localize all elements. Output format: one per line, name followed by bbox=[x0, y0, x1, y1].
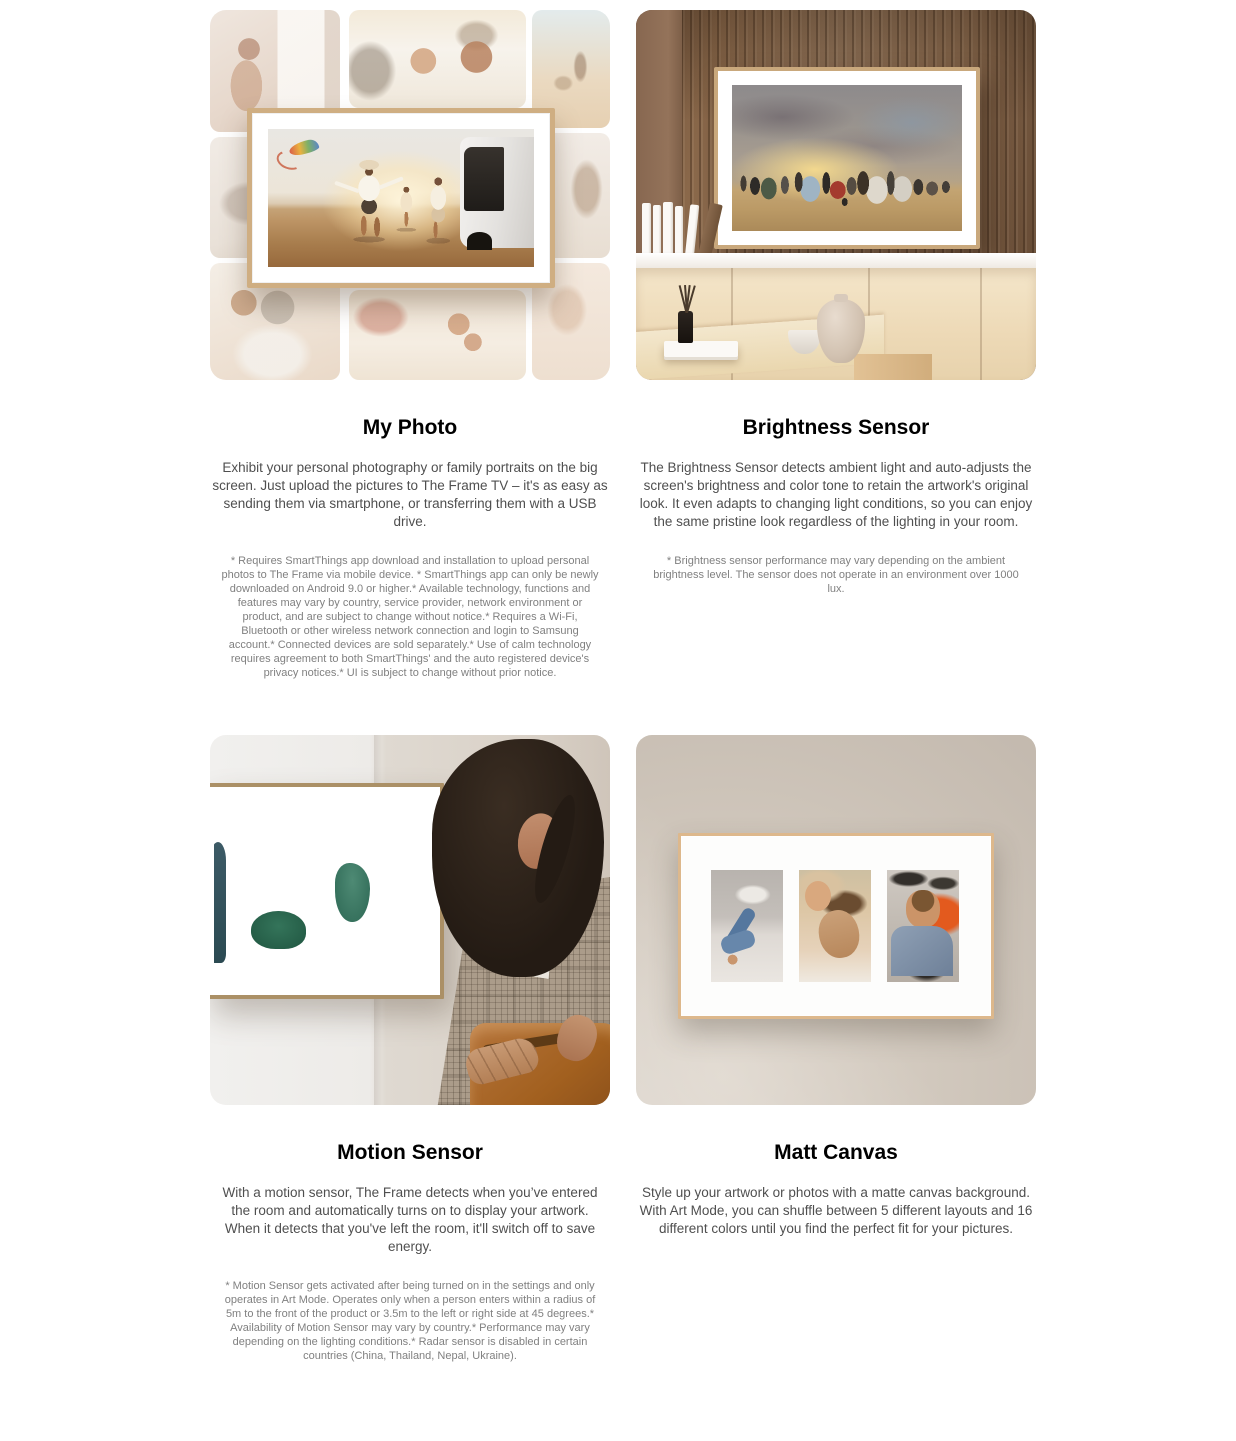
beach-family-photo bbox=[268, 129, 534, 267]
matte-photo-2 bbox=[799, 870, 871, 982]
woman-hair bbox=[432, 739, 604, 977]
painting-tree bbox=[335, 863, 370, 922]
feature-title: Motion Sensor bbox=[337, 1141, 483, 1164]
matt-canvas-image bbox=[636, 735, 1036, 1105]
painting-tree bbox=[214, 842, 226, 963]
book-spine bbox=[642, 203, 651, 255]
shelf bbox=[636, 253, 1036, 268]
feature-disclaimer: * Requires SmartThings app download and installation to upload personal photos to The Frame via mobile device. * SmartThings app can only be newly downloaded on Android 9.0 or higher.* Available technology, functions and features may vary by country, service provider, network environment or product, and are subject to change without notice.* Requires a Wi-Fi, Bluetooth or other wireless network connection and login to Samsung account.* Connected devices are sold separately.* Use of calm technology requires agreement to both SmartThings' and the auto registered device's privacy notices.* UI is subject to change without prior notice. bbox=[221, 555, 599, 679]
book-row bbox=[642, 200, 726, 255]
family-silhouettes bbox=[268, 129, 534, 267]
cabinet-seam bbox=[980, 268, 982, 380]
feature-title: Brightness Sensor bbox=[742, 416, 930, 439]
book-spine bbox=[653, 205, 661, 255]
matte-frame bbox=[678, 833, 994, 1019]
the-frame-tv bbox=[714, 67, 980, 249]
the-frame-tv bbox=[247, 108, 555, 288]
feature-disclaimer: * Brightness sensor performance may vary depending on the ambient brightness level. The sensor does not operate in an environment over 1000 lux. bbox=[653, 555, 1019, 595]
my-photo-image bbox=[210, 10, 610, 380]
painting-bush bbox=[251, 911, 305, 949]
painting-figures bbox=[732, 161, 962, 211]
reed-diffuser bbox=[678, 311, 693, 343]
pink-cloud-painting bbox=[214, 804, 422, 977]
feature-card-matt-canvas bbox=[636, 735, 1036, 1441]
feature-card-my-photo bbox=[210, 10, 610, 735]
matte-photo-3 bbox=[887, 870, 959, 982]
book-spine bbox=[685, 204, 699, 256]
book-spine bbox=[675, 206, 683, 255]
vase bbox=[817, 299, 865, 363]
collage-tile bbox=[349, 290, 526, 380]
collage-tile bbox=[349, 10, 526, 108]
book-spine bbox=[698, 202, 723, 258]
brightness-sensor-image bbox=[636, 10, 1036, 380]
motion-sensor-image bbox=[210, 735, 610, 1105]
feature-body: Exhibit your personal photography or family portraits on the big screen. Just upload the pictures to The Frame TV – it's as easy as sending them via smartphone, or transferring them with a USB drive. bbox=[212, 460, 608, 529]
beach-painting bbox=[732, 85, 962, 231]
feature-title: My Photo bbox=[362, 416, 458, 439]
feature-disclaimer: * Motion Sensor gets activated after being turned on in the settings and only operates in Art Mode. Operates only when a person enters within a radius of 5m to the front of the product or 3.5m to the left or right side at 45 degrees.* Availability of Motion Sensor may vary by country.* Performance may vary depending on the lighting conditions.* Radar sensor is disabled in certain countries (China, Thailand, Nepal, Ukraine). bbox=[224, 1280, 596, 1362]
matte-photo-1 bbox=[711, 870, 783, 982]
book-spine bbox=[663, 202, 673, 255]
book-stack bbox=[664, 341, 738, 357]
feature-card-brightness-sensor bbox=[636, 10, 1036, 735]
feature-card-motion-sensor bbox=[210, 735, 610, 1441]
woman-figure bbox=[392, 735, 610, 1105]
wood-block bbox=[854, 354, 932, 380]
feature-title: Matt Canvas bbox=[774, 1141, 898, 1164]
feature-body: Style up your artwork or photos with a matte canvas background. With Art Mode, you can shuffle between 5 different layouts and 16 different colors until you find the perfect fit for your pictures. bbox=[639, 1185, 1033, 1236]
feature-body: The Brightness Sensor detects ambient light and auto-adjusts the screen's brightness and color tone to retain the artwork's original look. It even adapts to changing light conditions, so you can enjoy the same pristine look regardless of the lighting in your room. bbox=[639, 460, 1033, 529]
feature-body: With a motion sensor, The Frame detects when you’ve entered the room and automatically turns on to display your artwork. When it detects that you've left the room, it'll switch off to save energy. bbox=[222, 1185, 598, 1254]
